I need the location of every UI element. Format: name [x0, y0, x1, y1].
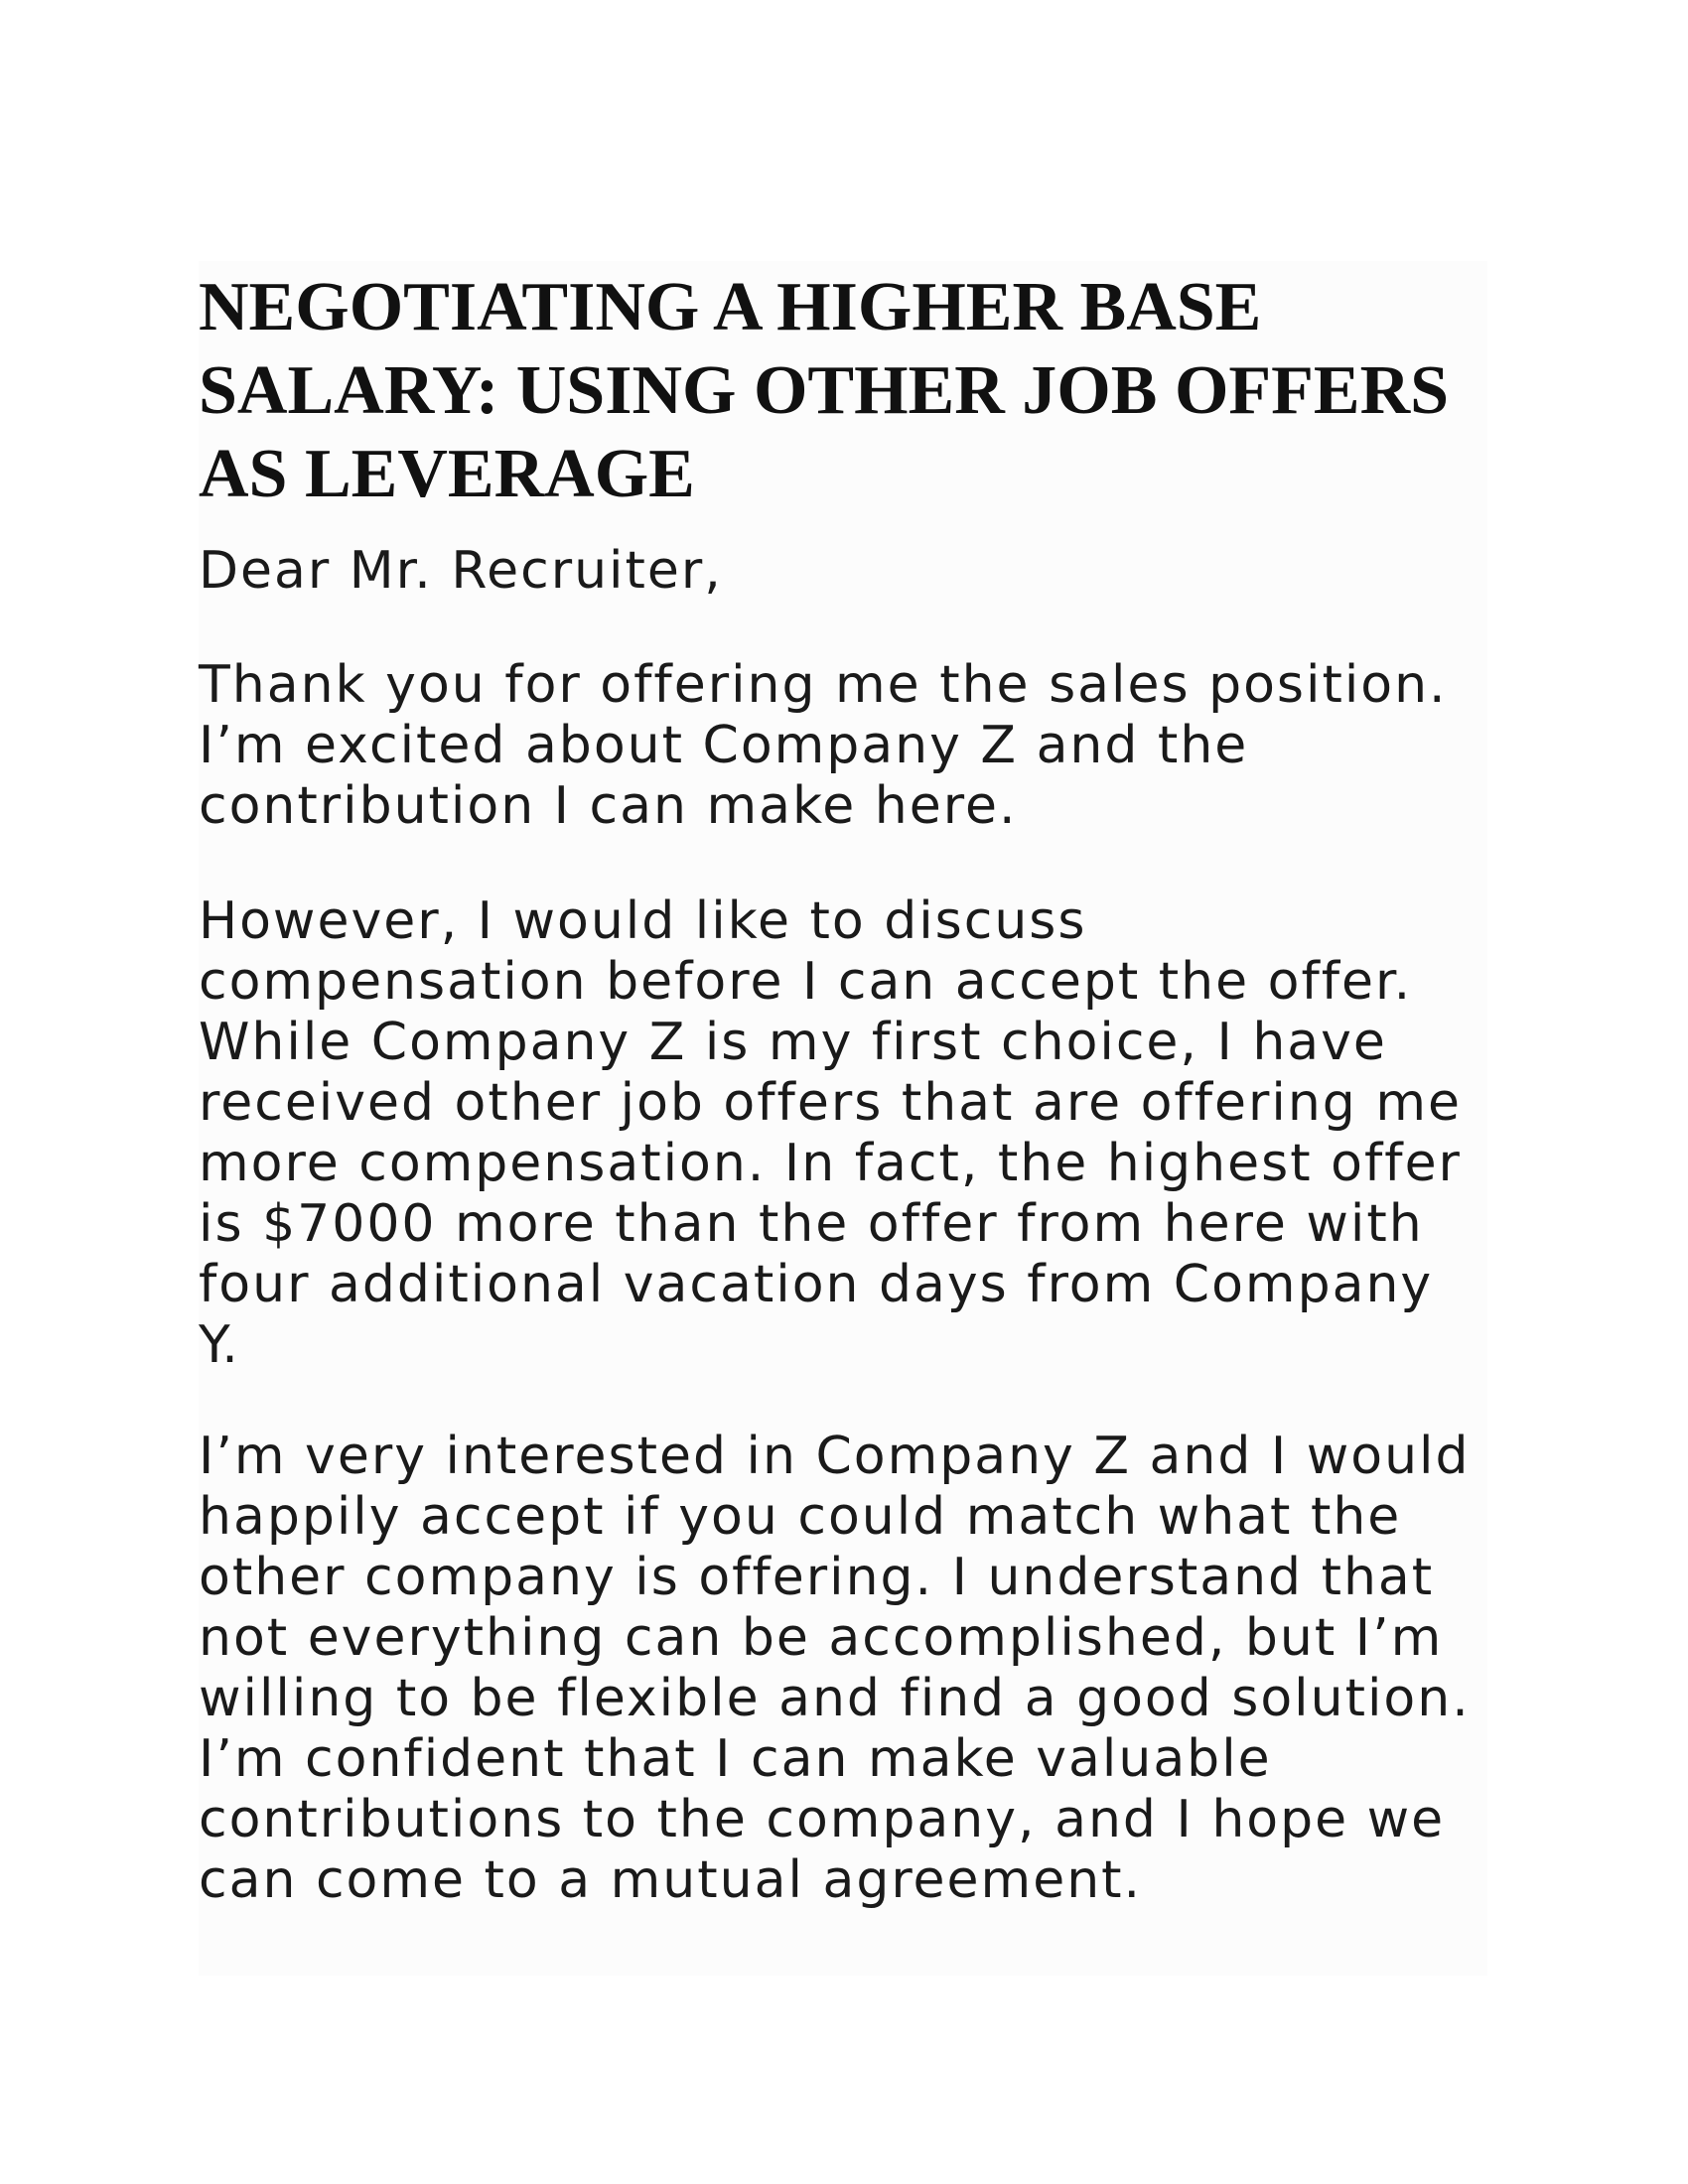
document-title: NEGOTIATING A HIGHER BASE SALARY: USING OTHER JOB OFFERS AS LEVERAGE: [199, 269, 1450, 512]
letter-paragraph-closing: I’m very interested in Company Z and I would happily accept if you could match what the other company is offering. I understand that not everything can be accomplished, but I’m willing to be flexible and find a good solution. I’m confident that I can make valuable contributions to the company, and I hope we can come to a mutual agreement.: [199, 1427, 1471, 1910]
letter-paragraph-thanks: Thank you for offering me the sales position. I’m excited about Company Z and the contribution I can make here.: [199, 655, 1448, 836]
letter-greeting: Dear Mr. Recruiter,: [199, 541, 723, 601]
letter-paragraph-compensation: However, I would like to discuss compensation before I can accept the offer. While Company Z is my first choice, I have received other job offers that are offering me more compensation. In fact, the highest offer is $7000 more than the offer from here with four additional vacation days from Company Y.: [199, 891, 1462, 1375]
